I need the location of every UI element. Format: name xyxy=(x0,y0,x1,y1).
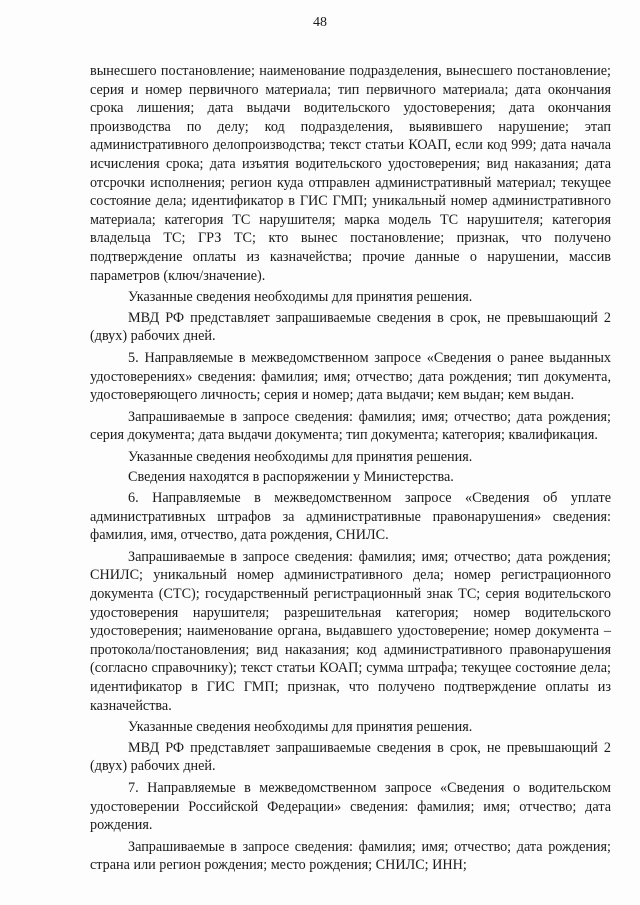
paragraph-item-6: 6. Направляемые в межведомственном запросе «Сведения об уплате административных штрафов за административные правонарушения» сведения: фамилия, имя, отчество, дата рождения, СНИЛС. xyxy=(90,490,611,544)
paragraph-item-6-requested: Запрашиваемые в запросе сведения: фамилия; имя; отчество; дата рождения; СНИЛС; уникальный номер административного дела; номер регистрационного документа (СТС); государственный регистрационный знак ТС; серия водительского удостоверения нарушителя; разрешительная категория; номер водительского удостоверения; наименование органа, выдавшего удостоверение; номер документа – протокола/постановления; вид наказания; код административного правонарушения (согласно справочнику); текст статьи КОАП; сумма штрафа; текущее состояние дела; идентификатор в ГИС ГМП; признак, что получено подтверждение оплаты из казначейства. xyxy=(90,548,611,714)
document-body xyxy=(90,62,611,878)
paragraph-ministry-possession: Сведения находятся в распоряжении у Министерства. xyxy=(128,469,454,486)
paragraph-continuation: вынесшего постановление; наименование подразделения, вынесшего постановление; серия и номер первичного материала; тип первичного материала; дата окончания срока лишения; дата выдачи водительского удостоверения; дата окончания производства по делу; код подразделения, выявившего нарушение; этап административного делопроизводства; текст статьи КОАП, если код 999; дата начала исчисления срока; дата изъятия водительского удостоверения; вид наказания; дата отсрочки исполнения; регион куда отправлен административный материал; текущее состояние дела; идентификатор в ГИС ГМП; уникальный номер административного материала; категория ТС нарушителя; марка модель ТС нарушителя; категория владельца ТС; ГРЗ ТС; кто вынес постановление; признак, что получено подтверждение оплаты из казначейства; прочие данные о нарушении, массив параметров (ключ/значение). xyxy=(90,63,611,284)
paragraph-item-7-requested: Запрашиваемые в запросе сведения: фамилия; имя; отчество; дата рождения; страна или регион рождения; место рождения; СНИЛС; ИНН; xyxy=(90,838,611,874)
paragraph-mvd-deadline: МВД РФ представляет запрашиваемые сведения в срок, не превышающий 2 (двух) рабочих дней. xyxy=(90,309,611,345)
paragraph-item-7: 7. Направляемые в межведомственном запросе «Сведения о водительском удостоверении Российской Федерации» сведения: фамилия; имя; отчество; дата рождения. xyxy=(90,779,611,834)
paragraph-item-5-requested: Запрашиваемые в запросе сведения: фамилия; имя; отчество; дата рождения; серия документа; дата выдачи документа; тип документа; категория; квалификация. xyxy=(90,408,611,444)
paragraph-mvd-deadline: МВД РФ представляет запрашиваемые сведения в срок, не превышающий 2 (двух) рабочих дней. xyxy=(90,739,611,775)
paragraph-note-decision: Указанные сведения необходимы для принятия решения. xyxy=(128,719,473,736)
paragraph-note-decision: Указанные сведения необходимы для принятия решения. xyxy=(128,289,473,306)
paragraph-item-5: 5. Направляемые в межведомственном запросе «Сведения о ранее выданных удостоверениях» сведения: фамилия; имя; отчество; дата рождения; тип документа, удостоверяющего личность; серия и номер; дата выдачи; кем выдан; кем выдан. xyxy=(90,349,611,404)
page-number: 48 xyxy=(313,15,327,30)
paragraph-note-decision: Указанные сведения необходимы для принятия решения. xyxy=(128,448,473,465)
